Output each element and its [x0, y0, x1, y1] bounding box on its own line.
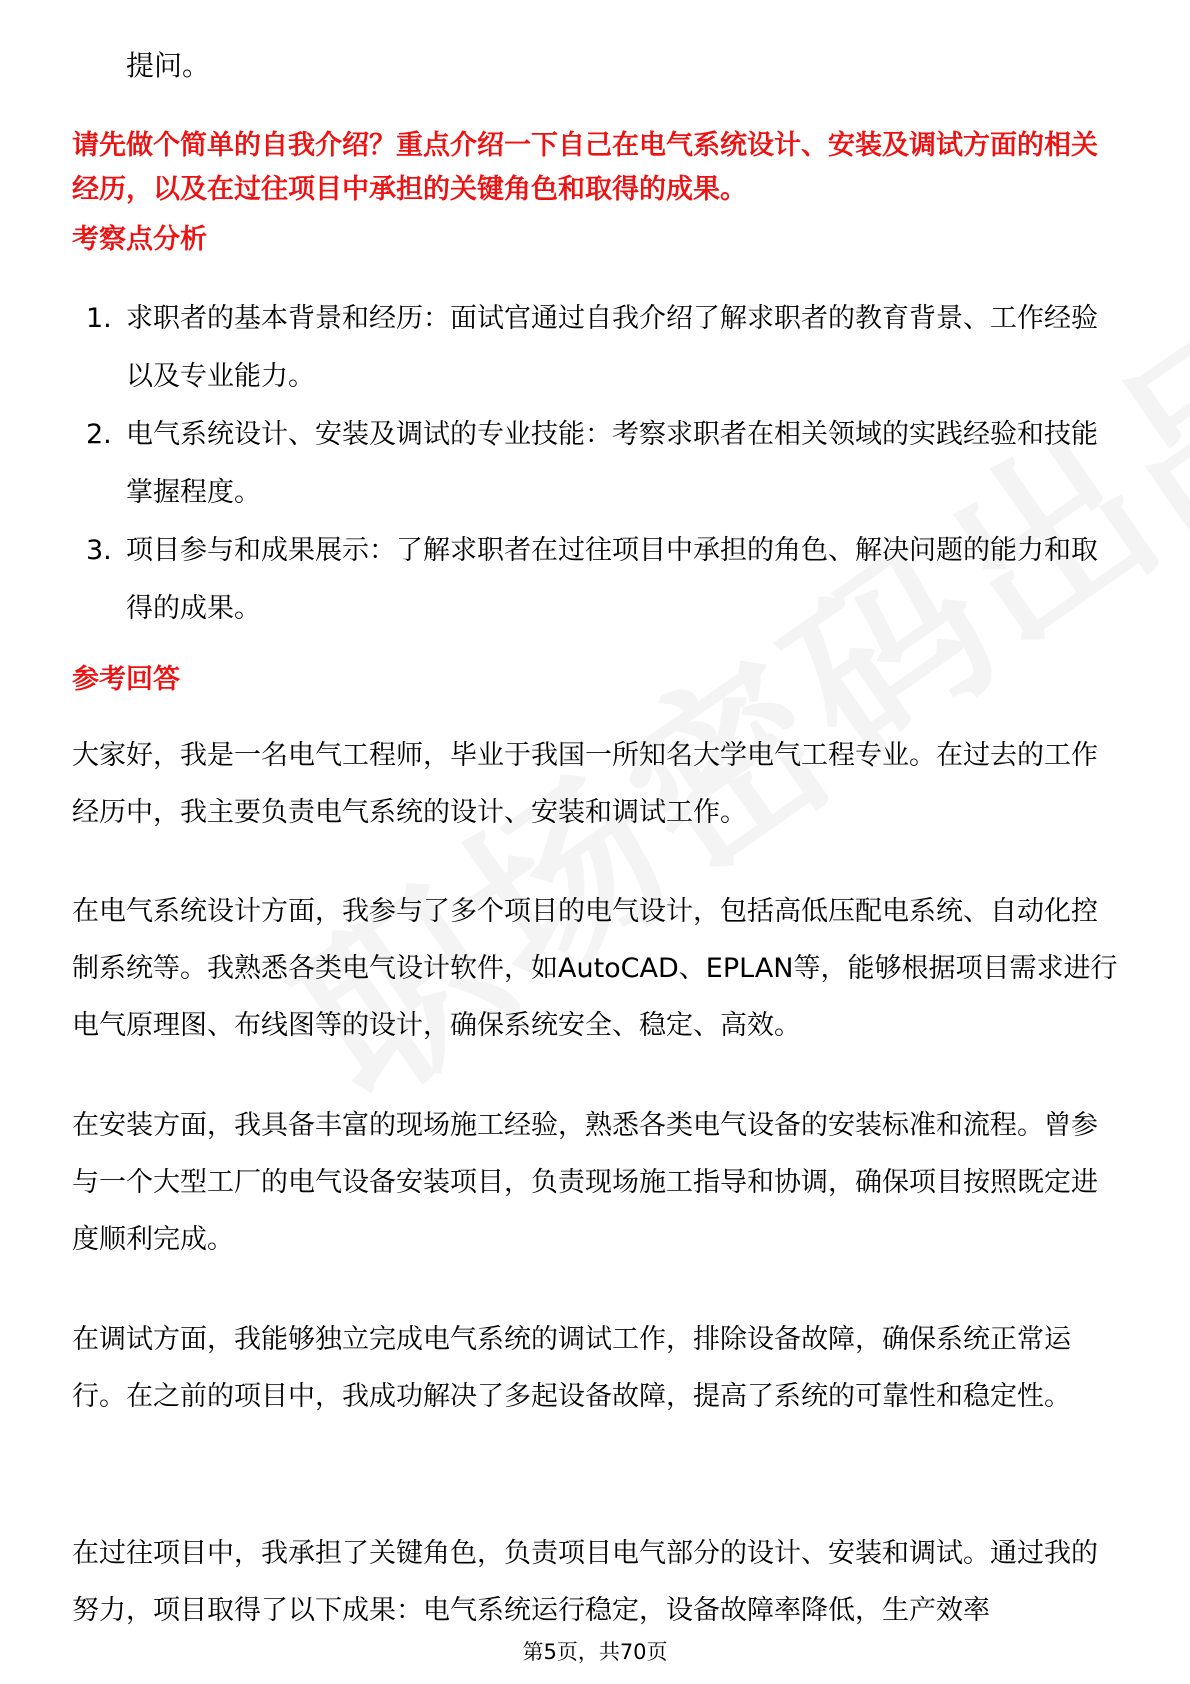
analysis-item — [72, 406, 1122, 522]
answer-heading: 参考回答 — [72, 664, 180, 695]
answer-paragraph: 在安装方面，我具备丰富的现场施工经验，熟悉各类电气设备的安装标准和流程。曾参与一个大型工厂的电气设备安装项目，负责现场施工指导和协调，确保项目按照既定进度顺利完成。 — [72, 1110, 1098, 1255]
analysis-item — [72, 522, 1122, 638]
analysis-item-text: 电气系统设计、安装及调试的专业技能：考察求职者在相关领域的实践经验和技能掌握程度。 — [126, 419, 1098, 508]
interview-question: 请先做个简单的自我介绍？重点介绍一下自己在电气系统设计、安装及调试方面的相关经历，以及在过往项目中承担的关键角色和取得的成果。 — [72, 130, 1098, 205]
lead-text: 提问。 — [126, 49, 211, 82]
page-number: 第5页，共70页 — [522, 1640, 668, 1664]
analysis-list — [72, 290, 1122, 638]
answer-paragraph: 在过往项目中，我承担了关键角色，负责项目电气部分的设计、安装和调试。通过我的努力，项目取得了以下成果：电气系统运行稳定，设备故障率降低，生产效率 — [72, 1538, 1098, 1626]
analysis-heading: 考察点分析 — [72, 224, 207, 255]
answer-paragraph: 在调试方面，我能够独立完成电气系统的调试工作，排除设备故障，确保系统正常运行。在之前的项目中，我成功解决了多起设备故障，提高了系统的可靠性和稳定性。 — [72, 1324, 1071, 1412]
analysis-item-number: 2. — [86, 419, 112, 450]
answer-paragraph: 在电气系统设计方面，我参与了多个项目的电气设计，包括高低压配电系统、自动化控制系统等。我熟悉各类电气设计软件，如AutoCAD、EPLAN等，能够根据项目需求进行电气原理图、布线图等的设计，确保系统安全、稳定、高效。 — [72, 896, 1118, 1041]
analysis-item-text: 项目参与和成果展示：了解求职者在过往项目中承担的角色、解决问题的能力和取得的成果。 — [126, 535, 1098, 624]
analysis-item-number: 1. — [86, 303, 112, 334]
analysis-item-number: 3. — [86, 535, 112, 566]
analysis-item-text: 求职者的基本背景和经历：面试官通过自我介绍了解求职者的教育背景、工作经验以及专业能力。 — [126, 303, 1098, 392]
answer-paragraph: 大家好，我是一名电气工程师，毕业于我国一所知名大学电气工程专业。在过去的工作经历中，我主要负责电气系统的设计、安装和调试工作。 — [72, 740, 1098, 828]
analysis-item — [72, 290, 1122, 406]
